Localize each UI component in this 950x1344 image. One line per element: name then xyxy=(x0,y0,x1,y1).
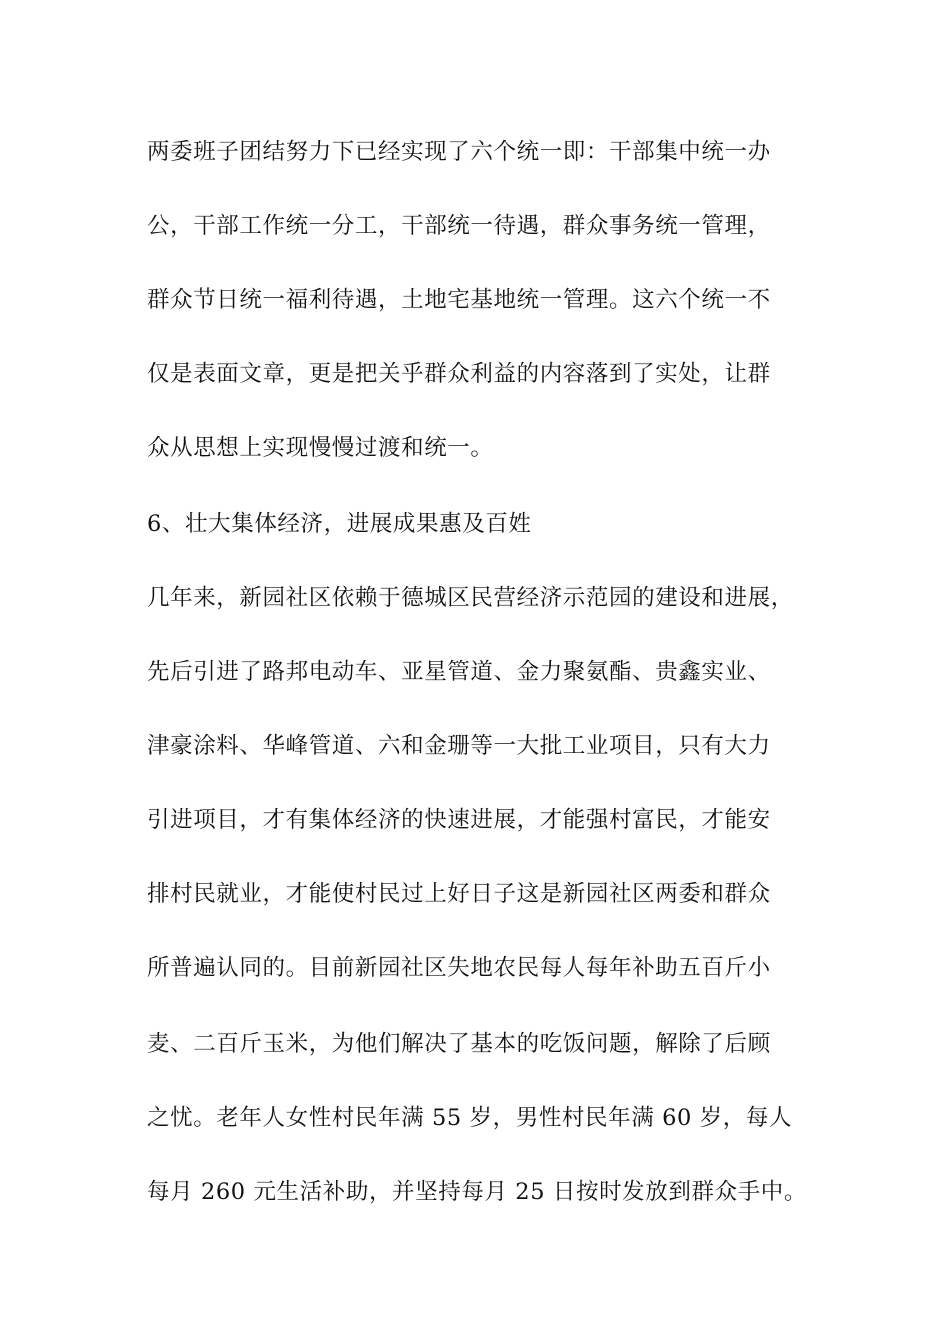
paragraph-line: 排村民就业，才能使村民过上好日子这是新园社区两委和群众 xyxy=(147,881,771,907)
paragraph-line: 麦、二百斤玉米，为他们解决了基本的吃饭问题，解除了后顾 xyxy=(147,1031,771,1057)
paragraph-line: 几年来，新园社区依赖于德城区民营经济示范园的建设和进展， xyxy=(147,585,794,611)
paragraph-line: 众从思想上实现慢慢过渡和统一。 xyxy=(147,435,494,461)
paragraph-line: 先后引进了路邦电动车、亚星管道、金力聚氨酯、贵鑫实业、 xyxy=(147,659,771,685)
paragraph-line: 所普遍认同的。目前新园社区失地农民每人每年补助五百斤小 xyxy=(147,955,771,981)
paragraph-line: 公，干部工作统一分工，干部统一待遇，群众事务统一管理， xyxy=(147,213,771,239)
paragraph-line: 两委班子团结努力下已经实现了六个统一即：干部集中统一办 xyxy=(147,139,771,165)
section-heading: 6、壮大集体经济，进展成果惠及百姓 xyxy=(147,511,532,537)
paragraph-line: 津豪涂料、华峰管道、六和金珊等一大批工业项目，只有大力 xyxy=(147,733,771,759)
paragraph-line: 每月 260 元生活补助，并坚持每月 25 日按时发放到群众手中。 xyxy=(147,1179,807,1205)
paragraph-line: 引进项目，才有集体经济的快速进展，才能强村富民，才能安 xyxy=(147,807,771,833)
paragraph-line: 群众节日统一福利待遇，土地宅基地统一管理。这六个统一不 xyxy=(147,287,771,313)
paragraph-line: 之忧。老年人女性村民年满 55 岁，男性村民年满 60 岁，每人 xyxy=(147,1105,793,1131)
paragraph-line: 仅是表面文章，更是把关乎群众利益的内容落到了实处，让群 xyxy=(147,361,771,387)
